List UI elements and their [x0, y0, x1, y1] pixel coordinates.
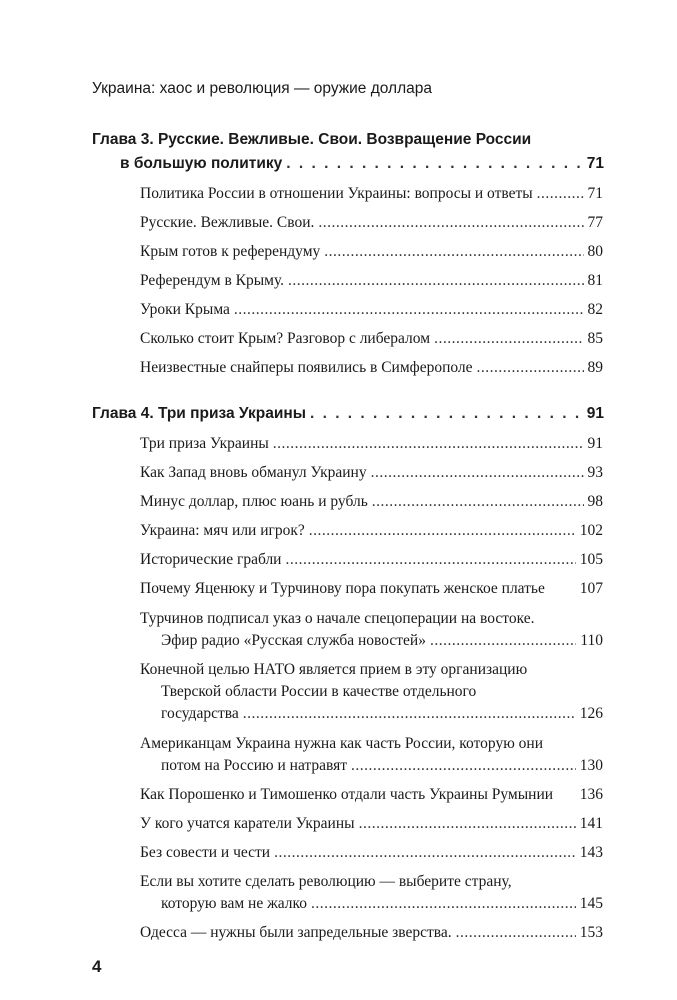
toc-entry	[140, 243, 603, 261]
chapter-4-title-row	[92, 405, 604, 423]
entry-title: Без совести и чести	[140, 844, 271, 861]
entry-title: Неизвестные снайперы появились в Симферополе	[140, 359, 473, 376]
chapter-4-title: Глава 4. Три приза Украины	[92, 405, 306, 422]
entry-title: Украина: мяч или игрок?	[140, 522, 305, 539]
running-head: Украина: хаос и революция — оружие доллара	[92, 80, 432, 97]
toc-entry	[140, 330, 603, 348]
dot-leader	[273, 435, 584, 453]
entry-title: Политика России в отношении Украины: вопросы и ответы	[140, 185, 533, 202]
dot-leader	[537, 185, 584, 203]
entry-page: 141	[579, 815, 603, 832]
toc-entry	[140, 301, 603, 319]
dot-leader	[324, 243, 583, 261]
entry-page: 105	[579, 551, 603, 568]
dot-leader	[309, 522, 576, 540]
entry-title-cont: Тверской области России в качестве отдельного	[161, 683, 477, 700]
dot-leader	[310, 405, 583, 423]
toc-entry	[140, 272, 603, 290]
dot-leader	[311, 895, 576, 913]
entry-page: 81	[587, 272, 603, 289]
entry-title-cont: Эфир радио «Русская служба новостей»	[161, 632, 426, 649]
dot-leader	[456, 924, 576, 942]
chapter-3-title-cont: в большую политику	[120, 155, 283, 172]
entry-title: Американцам Украина нужна как часть России, которую они	[140, 735, 543, 752]
entry-title-cont: потом на Россию и натравят	[161, 757, 348, 774]
entry-title: У кого учатся каратели Украины	[140, 815, 355, 832]
entry-title: Если вы хотите сделать революцию — выберите страну,	[140, 873, 512, 890]
entry-page: 80	[587, 243, 603, 260]
entry-page: 77	[587, 214, 603, 231]
toc-entry	[140, 185, 603, 203]
entry-page: 98	[587, 493, 603, 510]
entry-title: Минус доллар, плюс юань и рубль	[140, 493, 368, 510]
toc-entry	[140, 522, 603, 540]
toc-entry	[140, 815, 603, 833]
entry-page: 153	[579, 924, 603, 941]
toc-entry	[140, 705, 603, 723]
chapter-3-title: Глава 3. Русские. Вежливые. Свои. Возвращение России	[92, 131, 532, 148]
dot-leader	[477, 359, 584, 377]
toc-entry	[140, 757, 603, 775]
entry-title-cont: государства	[161, 705, 239, 722]
entry-title: Конечной целью НАТО является прием в эту организацию	[140, 661, 528, 678]
entry-page: 143	[579, 844, 603, 861]
chapter-3-page: 71	[586, 155, 604, 172]
entry-page: 107	[579, 580, 603, 597]
entry-title: Уроки Крыма	[140, 301, 230, 318]
entry-page: 82	[587, 301, 603, 318]
dot-leader	[430, 632, 576, 650]
dot-leader	[359, 815, 576, 833]
chapter-4-page: 91	[586, 405, 604, 422]
entry-title: Как Порошенко и Тимошенко отдали часть Украины Румынии	[140, 786, 554, 803]
toc-entry	[140, 464, 603, 482]
entry-page: 71	[587, 185, 603, 202]
entry-page: 145	[579, 895, 603, 912]
toc-entry	[140, 493, 603, 511]
page-number: 4	[92, 957, 102, 976]
dot-leader	[286, 155, 582, 173]
dot-leader	[243, 705, 576, 723]
dot-leader	[371, 464, 584, 482]
toc-entry	[140, 895, 603, 913]
dot-leader	[318, 214, 583, 232]
entry-title-cont: которую вам не жалко	[161, 895, 308, 912]
dot-leader	[434, 330, 583, 348]
toc-entry	[140, 924, 603, 942]
entry-title: Крым готов к референдуму	[140, 243, 321, 260]
dot-leader	[351, 757, 576, 775]
entry-page: 93	[587, 464, 603, 481]
entry-page: 126	[579, 705, 603, 722]
entry-page: 91	[587, 435, 603, 452]
entry-title: Референдум в Крыму.	[140, 272, 285, 289]
entry-page: 110	[580, 632, 603, 649]
toc-entry	[140, 214, 603, 232]
entry-page: 89	[587, 359, 603, 376]
entry-title: Турчинов подписал указ о начале спецоперации на востоке.	[140, 610, 535, 627]
entry-title: Почему Яценюку и Турчинову пора покупать женское платье	[140, 580, 545, 597]
entry-page: 136	[579, 786, 603, 803]
toc-entry	[140, 786, 603, 804]
dot-leader	[372, 493, 584, 511]
toc-entry	[140, 580, 603, 598]
toc-entry	[140, 435, 603, 453]
entry-title: Как Запад вновь обманул Украину	[140, 464, 367, 481]
dot-leader	[285, 551, 575, 569]
entry-page: 85	[587, 330, 603, 347]
entry-page: 130	[579, 757, 603, 774]
entry-page: 102	[579, 522, 603, 539]
entry-title: Исторические грабли	[140, 551, 282, 568]
entry-title: Русские. Вежливые. Свои.	[140, 214, 315, 231]
dot-leader	[274, 844, 576, 862]
entry-title: Одесса — нужны были запредельные зверства.	[140, 924, 452, 941]
entry-title: Три приза Украины	[140, 435, 269, 452]
entry-title: Сколько стоит Крым? Разговор с либералом	[140, 330, 431, 347]
dot-leader	[288, 272, 583, 290]
toc-entry	[140, 551, 603, 569]
chapter-3-title-row	[92, 155, 604, 173]
toc-entry	[140, 844, 603, 862]
toc-entry	[140, 359, 603, 377]
dot-leader	[234, 301, 584, 319]
toc-entry	[140, 632, 603, 650]
